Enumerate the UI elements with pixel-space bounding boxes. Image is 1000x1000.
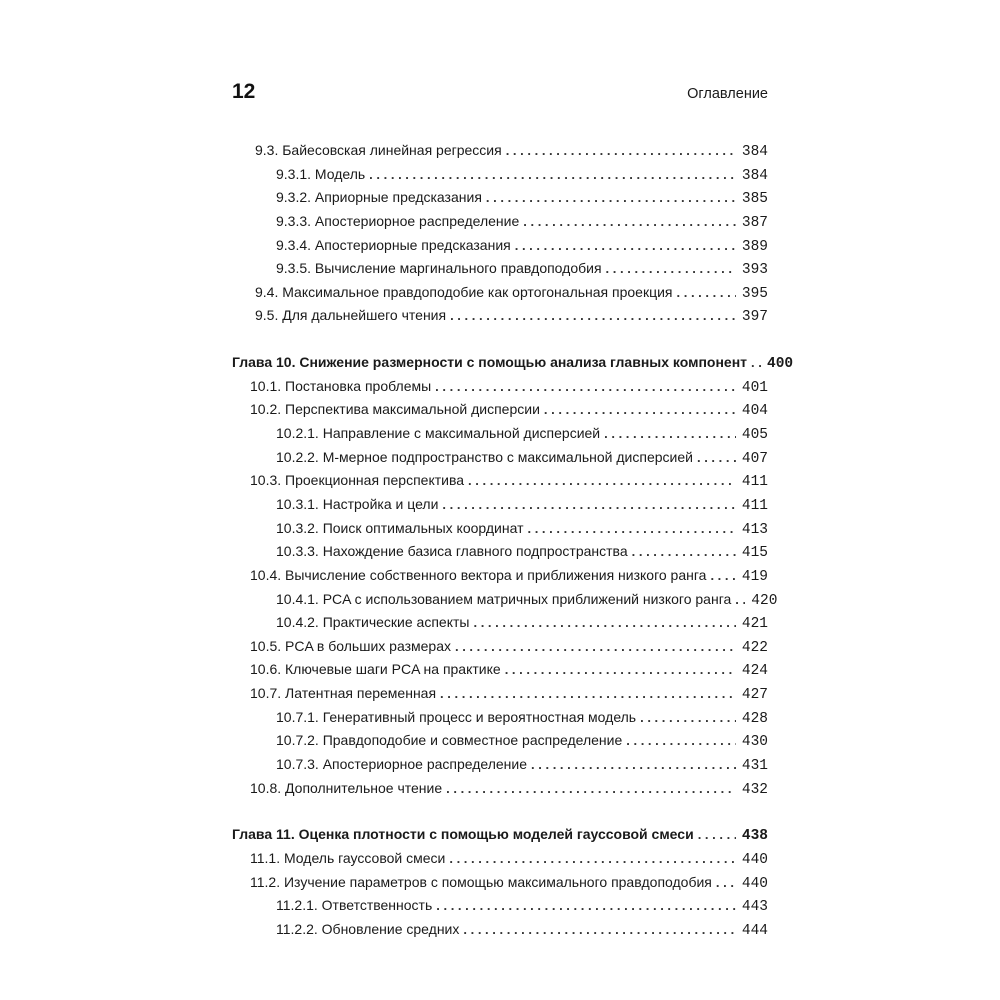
toc-entry-page: 427 xyxy=(741,687,768,704)
dot-leader xyxy=(486,186,736,210)
dot-leader xyxy=(436,894,736,918)
toc-entry-title: 10.7.3. Апостериорное распределение xyxy=(276,756,528,773)
toc-entry-title: 10.2. Перспектива максимальной дисперсии xyxy=(250,401,540,418)
toc-entry[interactable] xyxy=(232,847,768,871)
toc-entry-page: 395 xyxy=(741,285,768,302)
toc-entry-title: 9.4. Максимальное правдоподобие как ортогональная проекция xyxy=(255,283,673,300)
toc-entry-page: 431 xyxy=(741,758,768,775)
toc-entry[interactable] xyxy=(232,375,768,399)
toc-entry[interactable] xyxy=(232,753,768,777)
toc-entry-title: 10.4.1. PCA с использованием матричных приближений низкого ранга xyxy=(276,590,732,607)
dot-leader xyxy=(446,777,736,801)
toc-entry[interactable] xyxy=(232,588,778,612)
toc-entry-page: 438 xyxy=(741,828,768,845)
toc-entry-title: 10.7.2. Правдоподобие и совместное распределение xyxy=(276,732,623,749)
dot-leader xyxy=(710,564,735,588)
toc-entry-title: 10.3.3. Нахождение базиса главного подпространства xyxy=(276,543,628,560)
toc-entry-title: 9.3.3. Апостериорное распределение xyxy=(276,212,520,229)
toc-entry-title: 10.8. Дополнительное чтение xyxy=(250,779,443,796)
toc-entry-page: 440 xyxy=(741,875,768,892)
toc-entry-page: 384 xyxy=(741,167,768,184)
toc-entry[interactable] xyxy=(232,918,768,942)
dot-leader xyxy=(435,375,736,399)
toc-entry-page: 405 xyxy=(741,427,768,444)
toc-entry-page: 430 xyxy=(741,734,768,751)
toc-entry-page: 385 xyxy=(741,191,768,208)
toc-entry-title: 9.5. Для дальнейшего чтения xyxy=(255,307,447,324)
toc-entry[interactable] xyxy=(232,777,768,801)
toc-entry[interactable] xyxy=(232,540,768,564)
dot-leader xyxy=(544,398,736,422)
toc-entry-title: 10.7.1. Генеративный процесс и вероятностная модель xyxy=(276,708,637,725)
toc-entry-page: 404 xyxy=(741,403,768,420)
toc-entry[interactable] xyxy=(232,422,768,446)
toc-entry[interactable] xyxy=(232,706,768,730)
toc-entry-page: 387 xyxy=(741,214,768,231)
dot-leader xyxy=(677,281,736,305)
toc-entry-page: 440 xyxy=(741,851,768,868)
toc-entry-title: 10.4. Вычисление собственного вектора и приближения низкого ранга xyxy=(250,566,707,583)
dot-leader xyxy=(468,469,736,493)
dot-leader xyxy=(604,422,736,446)
toc-entry-page: 421 xyxy=(741,616,768,633)
toc-entry-page: 411 xyxy=(741,474,768,491)
toc-entry-page: 443 xyxy=(741,899,768,916)
toc-entry-page: 424 xyxy=(741,663,768,680)
dot-leader xyxy=(450,304,736,328)
toc-entry[interactable] xyxy=(232,469,768,493)
toc-entry-title: 10.1. Постановка проблемы xyxy=(250,377,432,394)
page-number: 12 xyxy=(232,80,256,103)
toc-entry-page: 400 xyxy=(767,356,794,373)
toc-entry-page: 407 xyxy=(741,450,768,467)
toc-entry[interactable] xyxy=(232,635,768,659)
toc-entry-page: 384 xyxy=(741,144,768,160)
dot-leader xyxy=(606,257,736,281)
running-head: Оглавление xyxy=(687,86,768,102)
toc-entry-title: 10.2.2. M-мерное подпространство с максимальной дисперсией xyxy=(276,448,693,465)
toc-entry-title: 9.3.2. Априорные предсказания xyxy=(276,189,482,206)
toc-entry-page: 428 xyxy=(741,710,768,727)
toc-entry-title: Глава 11. Оценка плотности с помощью моделей гауссовой смеси xyxy=(232,826,694,843)
toc-entry-title: 11.2.2. Обновление средних xyxy=(276,920,460,937)
toc-entry-page: 397 xyxy=(741,309,768,326)
toc-entry-title: 11.2. Изучение параметров с помощью максимального правдоподобия xyxy=(250,873,712,890)
dot-leader xyxy=(698,823,736,847)
toc-entry-title: 10.6. Ключевые шаги PCA на практике xyxy=(250,661,501,678)
table-of-contents xyxy=(232,139,794,942)
toc-entry[interactable] xyxy=(232,257,768,281)
dot-leader xyxy=(449,847,736,871)
toc-entry[interactable] xyxy=(232,871,768,895)
dot-leader xyxy=(632,540,736,564)
toc-entry[interactable] xyxy=(232,682,768,706)
toc-entry-page: 420 xyxy=(751,592,778,609)
toc-entry-page: 413 xyxy=(741,521,768,538)
toc-entry[interactable] xyxy=(232,729,768,753)
toc-entry-page: 432 xyxy=(741,781,768,798)
dot-leader xyxy=(626,729,736,753)
toc-chapter-entry[interactable] xyxy=(232,351,794,375)
dot-leader xyxy=(751,351,761,375)
dot-leader xyxy=(442,493,735,517)
dot-leader xyxy=(640,706,736,730)
toc-entry[interactable] xyxy=(232,517,768,541)
toc-entry-title: 10.7. Латентная переменная xyxy=(250,685,437,702)
toc-entry-page: 393 xyxy=(741,262,768,279)
toc-entry-page: 419 xyxy=(741,568,768,585)
dot-leader xyxy=(505,658,736,682)
toc-entry[interactable] xyxy=(232,398,768,422)
dot-leader xyxy=(531,753,736,777)
toc-entry[interactable] xyxy=(232,281,768,305)
toc-entry-page: 389 xyxy=(741,238,768,255)
toc-chapter-entry[interactable] xyxy=(232,823,768,847)
dot-leader xyxy=(369,163,736,187)
toc-entry-title: 10.3.2. Поиск оптимальных координат xyxy=(276,519,524,536)
dot-leader xyxy=(527,517,735,541)
toc-entry-title: 9.3.5. Вычисление маргинального правдоподобия xyxy=(276,260,602,277)
toc-entry-title: 9.3. Байесовская линейная регрессия xyxy=(255,142,502,158)
toc-entry-title: 11.2.1. Ответственность xyxy=(276,897,433,914)
dot-leader xyxy=(523,210,736,234)
toc-entry-title: 10.3. Проекционная перспектива xyxy=(250,472,465,489)
dot-leader xyxy=(473,611,735,635)
toc-entry-title: 10.5. PCA в больших размерах xyxy=(250,637,451,654)
dot-leader xyxy=(515,234,736,258)
dot-leader xyxy=(440,682,736,706)
toc-entry-page: 422 xyxy=(741,639,768,656)
toc-entry-title: 10.3.1. Настройка и цели xyxy=(276,495,439,512)
toc-entry[interactable] xyxy=(232,611,768,635)
toc-entry[interactable] xyxy=(232,139,768,163)
toc-entry[interactable] xyxy=(232,210,768,234)
toc-entry-page: 444 xyxy=(741,922,768,939)
toc-entry[interactable] xyxy=(232,658,768,682)
toc-entry-title: 9.3.4. Апостериорные предсказания xyxy=(276,236,511,253)
toc-entry-page: 401 xyxy=(741,379,768,396)
toc-entry[interactable] xyxy=(232,186,768,210)
toc-entry[interactable] xyxy=(232,304,768,328)
toc-entry[interactable] xyxy=(232,894,768,918)
toc-entry-page: 415 xyxy=(741,545,768,562)
toc-entry[interactable] xyxy=(232,163,768,187)
dot-leader xyxy=(506,139,736,163)
toc-entry-title: 9.3.1. Модель xyxy=(276,165,366,182)
toc-entry[interactable] xyxy=(232,446,768,470)
toc-entry-title: Глава 10. Снижение размерности с помощью анализа главных компонент xyxy=(232,354,748,371)
toc-entry-title: 10.4.2. Практические аспекты xyxy=(276,614,470,631)
toc-entry-page: 411 xyxy=(741,497,768,514)
dot-leader xyxy=(735,588,745,612)
dot-leader xyxy=(716,871,736,895)
toc-entry[interactable] xyxy=(232,493,768,517)
toc-entry[interactable] xyxy=(232,564,768,588)
dot-leader xyxy=(455,635,736,659)
dot-leader xyxy=(463,918,736,942)
toc-entry[interactable] xyxy=(232,234,768,258)
dot-leader xyxy=(697,446,736,470)
toc-entry-title: 11.1. Модель гауссовой смеси xyxy=(250,849,446,866)
toc-entry-title: 10.2.1. Направление с максимальной дисперсией xyxy=(276,425,601,442)
